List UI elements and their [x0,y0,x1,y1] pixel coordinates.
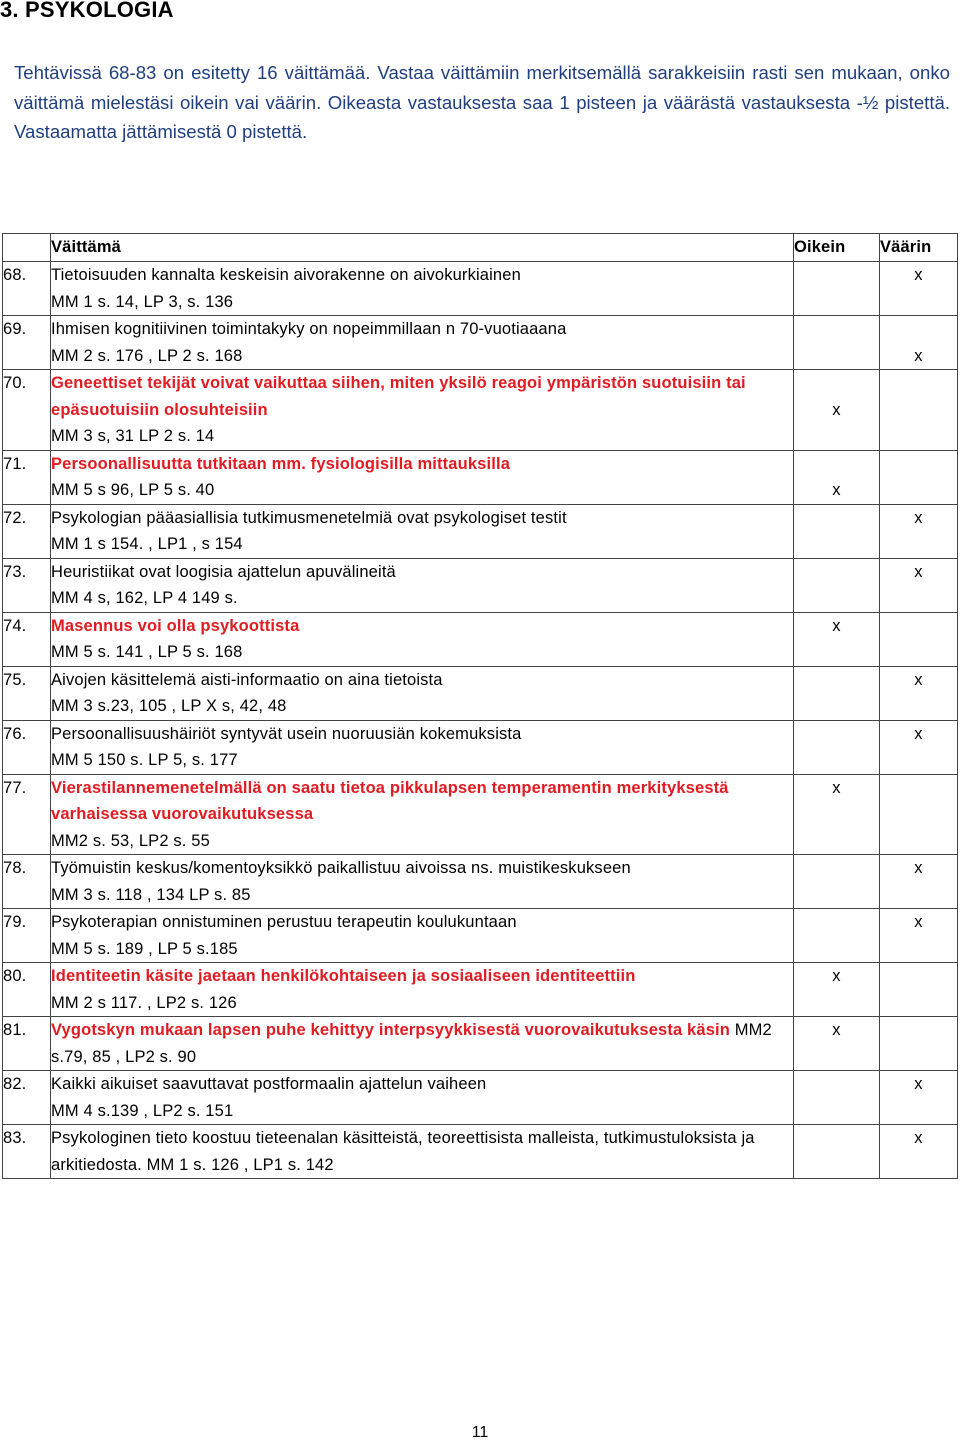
wrong-mark-cell [880,262,958,316]
correct-mark: x [832,778,841,797]
statement-reference: MM 5 s. 189 , LP 5 s.185 [51,939,238,958]
statement-number: 73. [3,558,51,612]
statement-text: Ihmisen kognitiivinen toimintakyky on nopeimmillaan n 70-vuotiaaana [51,320,567,338]
header-statement: Väittämä [51,234,794,262]
statement-text: Aivojen käsittelemä aisti-informaatio on aina tietoista [51,670,443,689]
statement-reference: MM 1 s 154. , LP1 , s 154 [51,535,243,553]
statement-number: 72. [3,504,51,558]
statement-number: 77. [3,774,51,855]
statement-number: 76. [3,720,51,774]
statements-table [2,233,958,1179]
statement-cell [51,316,794,370]
table-row [3,316,958,370]
correct-mark: x [832,400,841,419]
table-row [3,558,958,612]
wrong-mark: x [914,670,923,689]
statement-cell [51,1125,794,1179]
correct-mark-cell [794,909,880,963]
statement-text: Persoonallisuutta tutkitaan mm. fysiologisilla mittauksilla [51,454,511,473]
table-header-row [3,234,958,262]
correct-mark: x [832,481,841,499]
table-row [3,1071,958,1125]
wrong-mark: x [914,508,923,527]
statement-cell [51,774,794,855]
statements-body [3,262,958,1179]
correct-mark-cell [794,774,880,855]
statement-reference: MM2 s.79, 85 , LP2 s. 90 [51,1021,772,1066]
statement-cell [51,1071,794,1125]
wrong-mark-cell [880,855,958,909]
statement-reference: MM 3 s.23, 105 , LP X s, 42, 48 [51,697,287,715]
correct-mark: x [832,1021,841,1039]
statement-reference: MM 2 s 117. , LP2 s. 126 [51,993,237,1012]
header-number [3,234,51,262]
wrong-mark-cell [880,316,958,370]
statement-text: Työmuistin keskus/komentoyksikkö paikallistuu aivoissa ns. muistikeskukseen [51,859,631,877]
table-row [3,370,958,451]
wrong-mark: x [914,266,923,284]
statement-reference: MM2 s. 53, LP2 s. 55 [51,831,210,850]
table-row [3,666,958,720]
statement-number: 69. [3,316,51,370]
header-wrong: Väärin [880,234,958,262]
table-row [3,612,958,666]
statement-reference: MM 4 s.139 , LP2 s. 151 [51,1101,234,1120]
wrong-mark: x [914,913,923,931]
statement-reference: MM 2 s. 176 , LP 2 s. 168 [51,346,243,365]
correct-mark-cell [794,558,880,612]
correct-mark-cell [794,1125,880,1179]
wrong-mark-cell [880,1071,958,1125]
wrong-mark-cell [880,963,958,1017]
header-correct: Oikein [794,234,880,262]
statement-text: Kaikki aikuiset saavuttavat postformaalin ajattelun vaiheen [51,1075,487,1093]
statement-text: Heuristiikat ovat loogisia ajattelun apuvälineitä [51,562,396,581]
table-row [3,855,958,909]
statement-reference: MM 3 s. 118 , 134 LP s. 85 [51,885,251,904]
table-row [3,1125,958,1179]
correct-mark-cell [794,370,880,451]
wrong-mark-cell [880,909,958,963]
statement-cell [51,1017,794,1071]
correct-mark: x [832,967,841,985]
wrong-mark-cell [880,558,958,612]
statement-cell [51,504,794,558]
wrong-mark: x [914,1075,923,1093]
statement-cell [51,262,794,316]
wrong-mark-cell [880,504,958,558]
statement-text: Geneettiset tekijät voivat vaikuttaa siihen, miten yksilö reagoi ympäristön suotuisiin tai epäsuotuisiin olosuhteisiin [51,374,746,419]
statement-cell [51,666,794,720]
statement-text: Persoonallisuushäiriöt syntyvät usein nuoruusiän kokemuksista [51,724,522,743]
wrong-mark: x [914,724,923,743]
statement-text: Vierastilannemenetelmällä on saatu tietoa pikkulapsen temperamentin merkityksestä varhaisessa vuorovaikutuksessa [51,778,729,823]
statement-number: 71. [3,450,51,504]
page-number: 11 [471,1424,489,1441]
statement-text: Psykologinen tieto koostuu tieteenalan käsitteistä, teoreettisista malleista, tutkimustuloksista ja arkitiedosta. [51,1129,755,1174]
statement-number: 74. [3,612,51,666]
statement-number: 82. [3,1071,51,1125]
statement-reference: MM 5 s 96, LP 5 s. 40 [51,481,215,499]
correct-mark-cell [794,316,880,370]
statement-number: 70. [3,370,51,451]
wrong-mark-cell [880,370,958,451]
statement-text: Tietoisuuden kannalta keskeisin aivorakenne on aivokurkiainen [51,266,521,284]
statement-cell [51,558,794,612]
section-title: 3. PSYKOLOGIA [0,0,174,22]
wrong-mark: x [914,859,923,877]
statement-text: Psykoterapian onnistuminen perustuu terapeutin koulukuntaan [51,913,517,931]
statement-number: 79. [3,909,51,963]
correct-mark-cell [794,612,880,666]
wrong-mark-cell [880,1017,958,1071]
wrong-mark-cell [880,666,958,720]
correct-mark-cell [794,855,880,909]
correct-mark-cell [794,262,880,316]
statement-reference: MM 1 s. 126 , LP1 s. 142 [146,1155,334,1174]
table-row [3,262,958,316]
statement-text: Identiteetin käsite jaetaan henkilökohtaiseen ja sosiaaliseen identiteettiin [51,967,636,985]
correct-mark-cell [794,1071,880,1125]
wrong-mark-cell [880,612,958,666]
wrong-mark: x [914,562,923,581]
wrong-mark-cell [880,720,958,774]
statement-reference: MM 3 s, 31 LP 2 s. 14 [51,427,215,445]
table-row [3,504,958,558]
wrong-mark-cell [880,774,958,855]
table-row [3,963,958,1017]
statement-number: 80. [3,963,51,1017]
correct-mark: x [832,616,841,635]
table-row [3,720,958,774]
table-row [3,909,958,963]
correct-mark-cell [794,963,880,1017]
statement-reference: MM 4 s, 162, LP 4 149 s. [51,589,238,607]
statement-cell [51,720,794,774]
statement-reference: MM 5 s. 141 , LP 5 s. 168 [51,643,243,661]
correct-mark-cell [794,1017,880,1071]
table-row [3,450,958,504]
statement-number: 75. [3,666,51,720]
statement-reference: MM 5 150 s. LP 5, s. 177 [51,751,238,769]
wrong-mark-cell [880,1125,958,1179]
table-row [3,774,958,855]
statement-text: Psykologian pääasiallisia tutkimusmenetelmiä ovat psykologiset testit [51,508,567,527]
statement-cell [51,370,794,451]
statement-reference: MM 1 s. 14, LP 3, s. 136 [51,292,234,311]
table-row [3,1017,958,1071]
wrong-mark: x [914,1129,923,1147]
statement-number: 78. [3,855,51,909]
statement-cell [51,855,794,909]
wrong-mark-cell [880,450,958,504]
correct-mark-cell [794,666,880,720]
statement-cell [51,450,794,504]
correct-mark-cell [794,504,880,558]
statement-cell [51,963,794,1017]
statement-cell [51,612,794,666]
statement-text: Masennus voi olla psykoottista [51,616,300,635]
instructions-text: Tehtävissä 68-83 on esitetty 16 väittämää. Vastaa väittämiin merkitsemällä sarakkeisiin rasti sen mukaan, onko väittämä mielestäsi oikein vai väärin. Oikeasta vastauksesta saa 1 pisteen ja väärästä vastauksesta -½ pistettä. Vastaamatta jättämisestä 0 pistettä. [14,62,950,142]
statement-cell [51,909,794,963]
correct-mark-cell [794,450,880,504]
wrong-mark: x [914,346,923,365]
statement-number: 81. [3,1017,51,1071]
correct-mark-cell [794,720,880,774]
statement-number: 68. [3,262,51,316]
statement-number: 83. [3,1125,51,1179]
statement-text: Vygotskyn mukaan lapsen puhe kehittyy interpsyykkisestä vuorovaikutuksesta käsin [51,1021,730,1039]
